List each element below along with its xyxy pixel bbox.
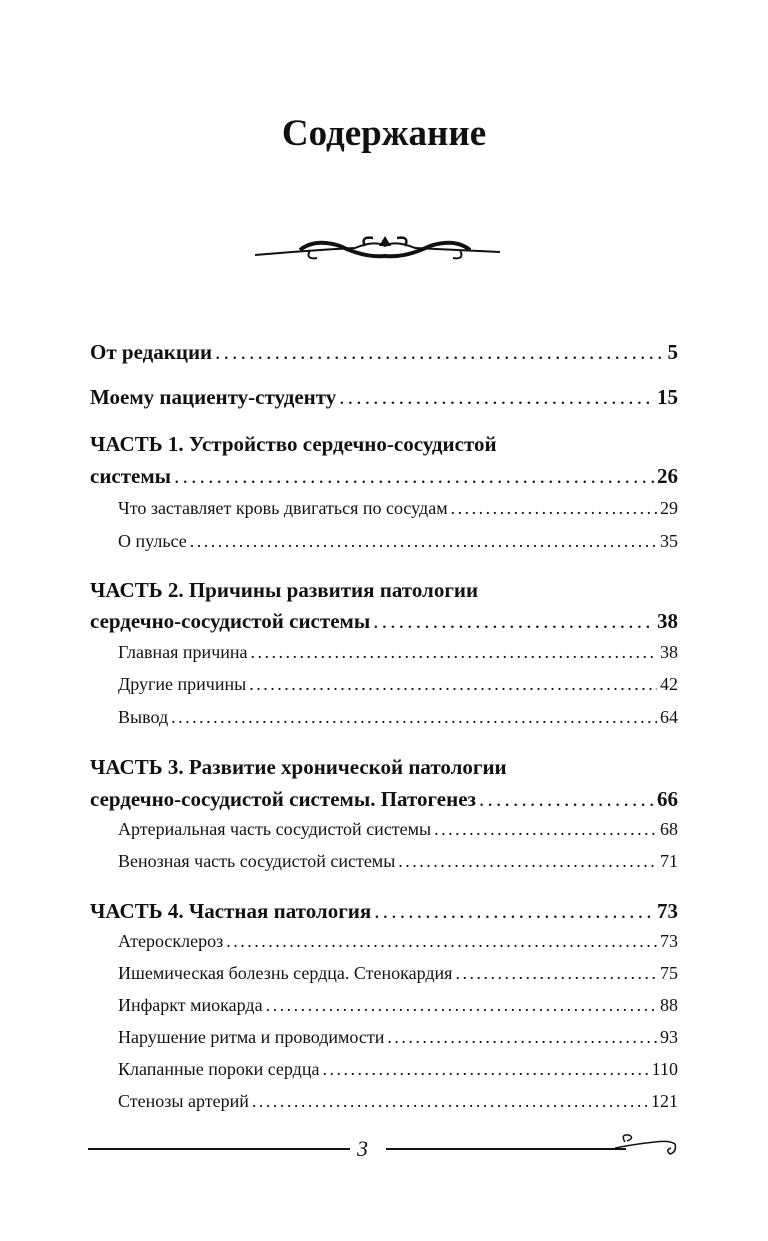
entry-page: 73 bbox=[657, 899, 678, 923]
entry-page: 5 bbox=[667, 340, 678, 364]
entry-page: 110 bbox=[651, 1059, 678, 1079]
toc-entry[interactable] bbox=[118, 931, 678, 952]
dot-leader bbox=[374, 899, 654, 924]
entry-title: Ишемическая болезнь сердца. Стенокардия bbox=[118, 963, 453, 983]
dot-leader bbox=[434, 819, 657, 840]
entry-title: Нарушение ритма и проводимости bbox=[118, 1027, 385, 1047]
dot-leader bbox=[252, 1091, 648, 1112]
entry-title: Вывод bbox=[118, 707, 169, 727]
toc-entry[interactable] bbox=[118, 1027, 678, 1048]
ornament-divider-icon bbox=[255, 228, 515, 273]
entry-page: 75 bbox=[660, 963, 678, 983]
entry-title: О пульсе bbox=[118, 531, 187, 551]
entry-title: Клапанные пороки сердца bbox=[118, 1059, 320, 1079]
dot-leader bbox=[479, 787, 654, 812]
page-title: Содержание bbox=[281, 113, 487, 154]
entry-page: 26 bbox=[657, 464, 678, 488]
dot-leader bbox=[226, 931, 657, 952]
entry-title: Инфаркт миокарда bbox=[118, 995, 263, 1015]
entry-title: сердечно-сосудистой системы. Патогенез bbox=[90, 787, 476, 811]
toc-entry[interactable] bbox=[90, 464, 678, 489]
toc-entry[interactable] bbox=[90, 609, 678, 634]
part-heading: ЧАСТЬ 2. Причины развития патологии bbox=[90, 578, 479, 602]
dot-leader bbox=[451, 498, 657, 519]
page-number: 3 bbox=[357, 1136, 368, 1161]
entry-page: 38 bbox=[660, 642, 678, 662]
toc-entry[interactable] bbox=[118, 531, 678, 552]
toc-entry[interactable] bbox=[118, 819, 678, 840]
entry-title: Стенозы артерий bbox=[118, 1091, 249, 1111]
footer-rule-left bbox=[88, 1148, 350, 1150]
dot-leader bbox=[387, 1027, 657, 1048]
entry-title: Венозная часть сосудистой системы bbox=[118, 851, 396, 871]
dot-leader bbox=[455, 963, 657, 984]
entry-page: 35 bbox=[660, 531, 678, 551]
entry-page: 66 bbox=[657, 787, 678, 811]
toc-entry[interactable] bbox=[118, 642, 678, 663]
dot-leader bbox=[266, 995, 657, 1016]
entry-page: 64 bbox=[660, 707, 678, 727]
entry-page: 88 bbox=[660, 995, 678, 1015]
entry-page: 73 bbox=[660, 931, 678, 951]
footer-flourish-icon bbox=[615, 1132, 685, 1162]
toc-entry[interactable] bbox=[90, 787, 678, 812]
entry-page: 29 bbox=[660, 498, 678, 518]
entry-title: Артериальная часть сосудистой системы bbox=[118, 819, 432, 839]
dot-leader bbox=[322, 1059, 648, 1080]
entry-page: 15 bbox=[657, 385, 678, 409]
toc-entry[interactable] bbox=[118, 1091, 678, 1112]
toc-entry[interactable] bbox=[118, 851, 678, 872]
entry-title: ЧАСТЬ 4. Частная патология bbox=[90, 899, 372, 923]
toc-entry[interactable] bbox=[90, 385, 678, 410]
entry-title: Главная причина bbox=[118, 642, 248, 662]
dot-leader bbox=[373, 609, 654, 634]
footer-rule-right bbox=[386, 1148, 626, 1150]
dot-leader bbox=[174, 464, 654, 489]
entry-page: 93 bbox=[660, 1027, 678, 1047]
entry-title: От редакции bbox=[90, 340, 213, 364]
toc-entry[interactable] bbox=[118, 674, 678, 695]
entry-page: 42 bbox=[660, 674, 678, 694]
toc-entry[interactable] bbox=[90, 899, 678, 924]
dot-leader bbox=[249, 674, 657, 695]
dot-leader bbox=[339, 385, 654, 410]
toc-entry[interactable] bbox=[118, 498, 678, 519]
toc-entry[interactable] bbox=[118, 963, 678, 984]
entry-title: Атеросклероз bbox=[118, 931, 224, 951]
dot-leader bbox=[398, 851, 657, 872]
toc-entry[interactable] bbox=[90, 340, 678, 365]
toc-entry[interactable] bbox=[118, 995, 678, 1016]
dot-leader bbox=[251, 642, 658, 663]
entry-page: 71 bbox=[660, 851, 678, 871]
entry-page: 68 bbox=[660, 819, 678, 839]
entry-title: Другие причины bbox=[118, 674, 247, 694]
toc-entry[interactable] bbox=[118, 707, 678, 728]
entry-page: 121 bbox=[651, 1091, 678, 1111]
entry-title: Что заставляет кровь двигаться по сосудам bbox=[118, 498, 448, 518]
part-heading: ЧАСТЬ 3. Развитие хронической патологии bbox=[90, 755, 507, 779]
entry-title: системы bbox=[90, 464, 172, 488]
toc-entry[interactable] bbox=[118, 1059, 678, 1080]
entry-page: 38 bbox=[657, 609, 678, 633]
part-heading: ЧАСТЬ 1. Устройство сердечно-сосудистой bbox=[90, 432, 497, 456]
dot-leader bbox=[215, 340, 664, 365]
entry-title: Моему пациенту-студенту bbox=[90, 385, 337, 409]
entry-title: сердечно-сосудистой системы bbox=[90, 609, 371, 633]
dot-leader bbox=[190, 531, 657, 552]
dot-leader bbox=[171, 707, 657, 728]
